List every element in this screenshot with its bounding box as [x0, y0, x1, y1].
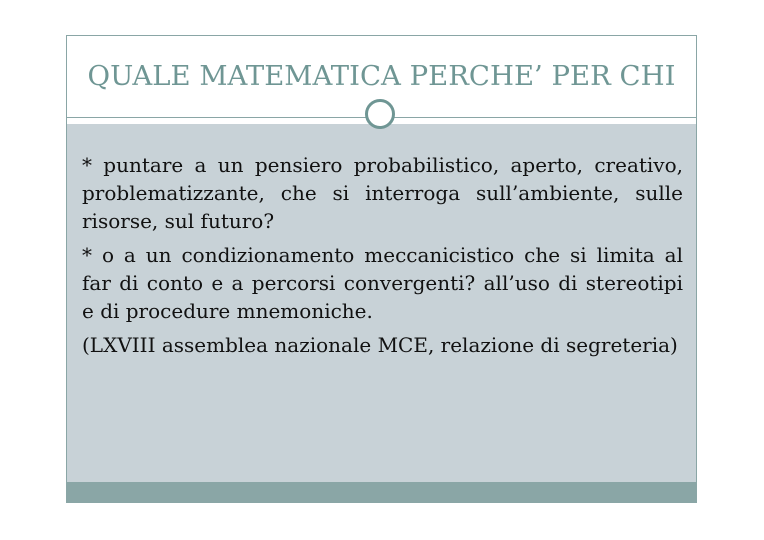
divider-circle-ornament — [365, 99, 395, 129]
slide-title: QUALE MATEMATICA PERCHE’ PER CHI — [87, 60, 676, 92]
paragraph-3: (LXVIII assemblea nazionale MCE, relazione di segreteria) — [82, 333, 678, 357]
footer-band — [67, 482, 696, 503]
paragraph-2: * o a un condizionamento meccanicistico che si limita al far di conto e a percorsi convergenti? all’uso di stereotipi e di procedure mnemoniche. — [82, 243, 683, 323]
paragraph-1: * puntare a un pensiero probabilistico, aperto, creativo, problematizzante, che si interroga sull’ambiente, sulle risorse, sul futuro? — [82, 153, 683, 233]
slide-content — [82, 151, 683, 365]
slide — [66, 35, 697, 503]
